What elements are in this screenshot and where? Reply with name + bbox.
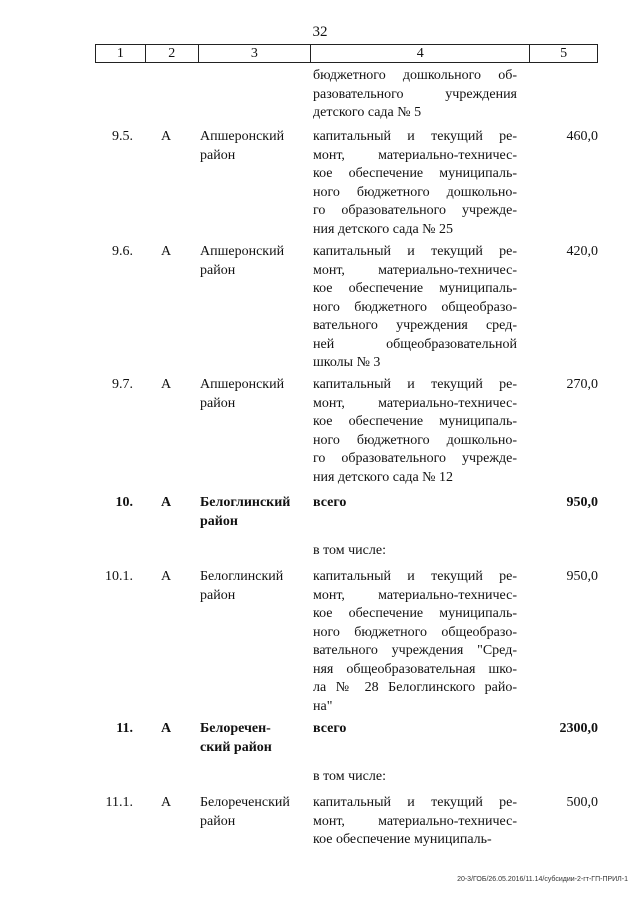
row-amount: 270,0 xyxy=(566,377,598,392)
row-category: А xyxy=(161,795,172,810)
row-amount: 950,0 xyxy=(566,569,598,584)
district-line: район xyxy=(200,813,236,829)
header-col-5: 5 xyxy=(560,46,568,61)
description-line: детского сада № 5 xyxy=(313,105,422,120)
header-col-3: 3 xyxy=(199,45,312,62)
row-category: А xyxy=(161,244,172,259)
row-amount: 420,0 xyxy=(566,244,598,259)
row-number: 10. xyxy=(115,495,133,510)
description-line: бюджетного дошкольного об- xyxy=(313,68,517,83)
district-line: район xyxy=(200,587,236,603)
row-amount: 950,0 xyxy=(566,495,598,510)
description-line: капитальный и текущий ре- xyxy=(313,377,517,392)
row-number: 9.5. xyxy=(112,129,133,144)
row-number: 9.6. xyxy=(112,244,133,259)
description-line: кое обеспечение муниципаль- xyxy=(313,281,517,296)
row-amount: 2300,0 xyxy=(559,721,598,736)
description-line: го образовательного учрежде- xyxy=(313,451,517,466)
description-line: ла № 28 Белоглинского райо- xyxy=(313,680,517,695)
description-line: няя общеобразовательная шко- xyxy=(313,661,517,677)
district-line: ский район xyxy=(200,739,272,755)
page-number: 32 xyxy=(312,24,328,40)
row-number: 11. xyxy=(116,721,133,736)
row-number: 10.1. xyxy=(105,569,133,584)
description-line: монт, материально-техничес- xyxy=(313,813,517,829)
description-cell xyxy=(313,128,517,239)
description-cell xyxy=(313,794,517,850)
row-district xyxy=(200,376,308,413)
description-line: капитальный и текущий ре- xyxy=(313,795,517,810)
row-category: А xyxy=(161,569,172,584)
district-line: Апшеронский xyxy=(200,377,285,392)
description-line: капитальный и текущий ре- xyxy=(313,129,517,144)
description-line: ния детского сада № 12 xyxy=(313,469,454,485)
description-line: капитальный и текущий ре- xyxy=(313,569,517,584)
row-category: А xyxy=(161,129,172,144)
district-line: район xyxy=(200,262,236,278)
description-line: ного бюджетного дошкольно- xyxy=(313,184,517,200)
description-line: ней общеобразовательной xyxy=(313,336,517,352)
district-line: Белоглинский xyxy=(200,569,284,584)
description-line: школы № 3 xyxy=(313,355,381,370)
district-line: Белоглинский xyxy=(200,495,291,510)
district-line: район xyxy=(200,513,238,529)
table-header xyxy=(95,44,598,63)
description-line: разовательного учреждения xyxy=(313,86,517,102)
header-col-1: 1 xyxy=(96,45,146,62)
row-district xyxy=(200,128,308,165)
description-line: ния детского сада № 25 xyxy=(313,221,454,237)
district-line: район xyxy=(200,147,236,163)
row-district xyxy=(200,794,308,831)
description-line: ного бюджетного общеобразо- xyxy=(313,624,517,640)
description-line: вательного учреждения сред- xyxy=(313,318,517,333)
district-line: Апшеронский xyxy=(200,244,285,259)
row-district xyxy=(200,494,308,531)
document-footer: 20-3/ГОБ/26.05.2016/11.14/субсидии-2-гт-ГП-ПРИЛ-1 xyxy=(457,876,628,883)
row-amount: 460,0 xyxy=(566,129,598,144)
row-amount: 500,0 xyxy=(566,795,598,810)
row-number: 11.1. xyxy=(105,795,133,810)
description-line: кое обеспечение муниципаль- xyxy=(313,832,492,847)
row-category: А xyxy=(161,377,172,392)
description-line: на" xyxy=(313,698,333,714)
description-cell xyxy=(313,67,517,123)
description-line: ного бюджетного дошкольно- xyxy=(313,432,517,448)
description-line: вательного учреждения "Сред- xyxy=(313,643,517,658)
row-district xyxy=(200,568,308,605)
subtitle-text: в том числе: xyxy=(313,769,386,784)
description-line: ного бюджетного общеобразо- xyxy=(313,299,517,315)
district-line: Белореченский xyxy=(200,795,290,810)
description-cell xyxy=(313,243,517,373)
description-cell: всего xyxy=(313,495,347,510)
subtitle-text: в том числе: xyxy=(313,543,386,558)
description-line: монт, материально-техничес- xyxy=(313,147,517,163)
description-line: кое обеспечение муниципаль- xyxy=(313,414,517,429)
description-cell: всего xyxy=(313,721,347,736)
description-line: кое обеспечение муниципаль- xyxy=(313,166,517,181)
description-line: монт, материально-техничес- xyxy=(313,262,517,278)
row-district xyxy=(200,243,308,280)
district-line: Апшеронский xyxy=(200,129,285,144)
district-line: район xyxy=(200,395,236,411)
row-category: А xyxy=(161,721,172,736)
row-category: А xyxy=(161,495,172,510)
district-line: Белоречен- xyxy=(200,721,271,736)
description-line: монт, материально-техничес- xyxy=(313,587,517,603)
description-cell xyxy=(313,568,517,716)
header-col-2: 2 xyxy=(146,45,199,62)
row-district xyxy=(200,720,308,757)
row-number: 9.7. xyxy=(112,377,133,392)
description-line: монт, материально-техничес- xyxy=(313,395,517,411)
description-line: го образовательного учрежде- xyxy=(313,203,517,218)
description-line: капитальный и текущий ре- xyxy=(313,244,517,259)
header-col-4: 4 xyxy=(311,45,530,62)
description-cell xyxy=(313,376,517,487)
description-line: кое обеспечение муниципаль- xyxy=(313,606,517,621)
